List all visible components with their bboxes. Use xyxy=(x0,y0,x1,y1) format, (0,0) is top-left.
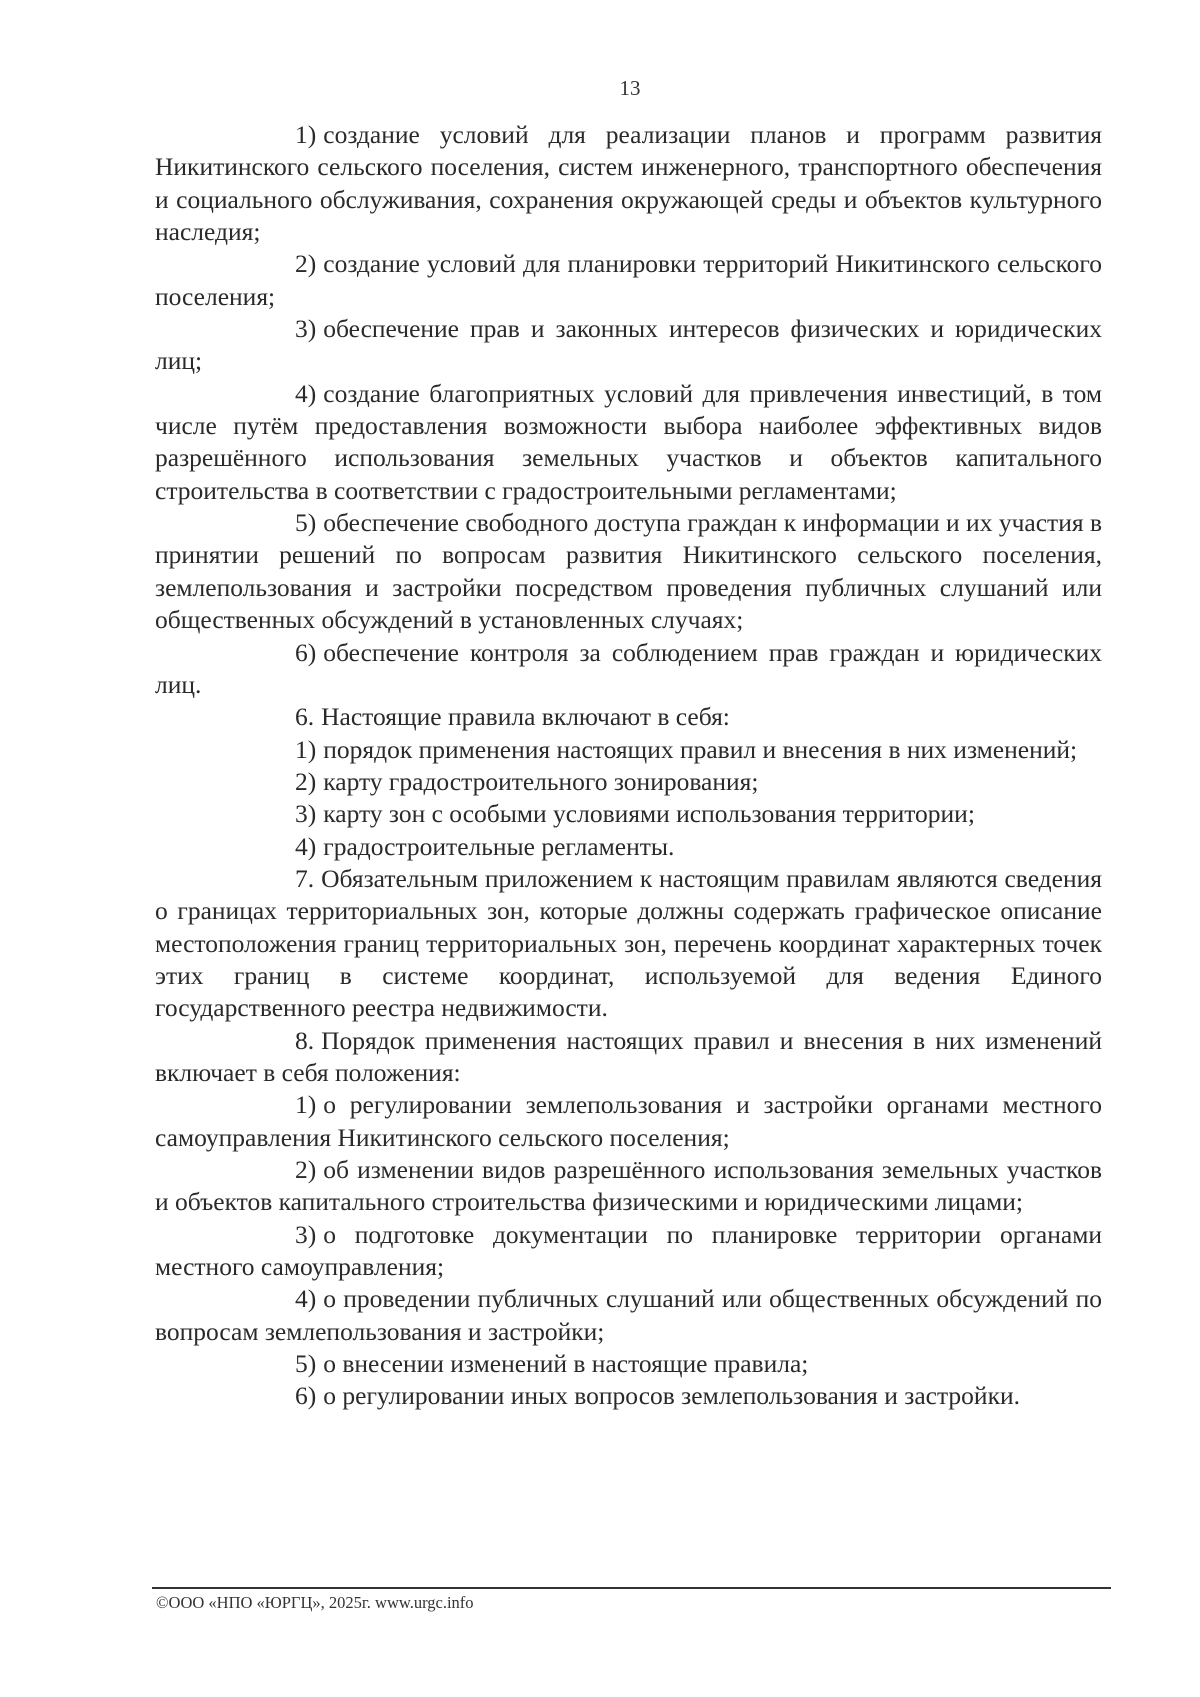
list-item xyxy=(155,1089,1102,1154)
list-item xyxy=(155,831,1102,863)
footer-divider xyxy=(152,1587,1111,1589)
item-text: о подготовке документации по планировке территории органами местного самоуправления; xyxy=(155,1219,1102,1282)
item-number: 4) xyxy=(295,1284,317,1314)
item-number: 2) xyxy=(295,1155,317,1184)
item-text: о внесении изменений в настоящие правила; xyxy=(323,1349,809,1379)
item-number: 4) xyxy=(295,378,317,408)
section-item xyxy=(155,701,1102,733)
item-number: 2) xyxy=(295,249,317,279)
item-text: карту градостроительного зонирования; xyxy=(323,766,759,796)
item-number: 1) xyxy=(295,1090,317,1120)
section-item xyxy=(155,1025,1102,1090)
item-text: создание благоприятных условий для привлечения инвестиций, в том числе путём предоставления возможности выбора наиболее эффективных видов разрешённого использования земельных участков и объектов капитального строительства в соответствии с градостроительными регламентами; xyxy=(155,378,1102,505)
list-item xyxy=(155,1219,1102,1284)
list-item xyxy=(155,766,1102,798)
item-text: порядок применения настоящих правил и внесения в них изменений; xyxy=(323,734,1078,764)
item-number: 1) xyxy=(295,734,317,764)
section-text: Обязательным приложением к настоящим правилам являются сведения о границах территориальных зон, которые должны содержать графическое описание местоположения границ территориальных зон, перечень координат характерных точек этих границ в системе координат, используемой для ведения Единого государственного реестра недвижимости. xyxy=(155,863,1102,1023)
item-number: 1) xyxy=(295,120,317,149)
section-number: 7. xyxy=(295,863,315,893)
item-text: обеспечение контроля за соблюдением прав граждан и юридических лиц. xyxy=(155,637,1102,699)
section-number: 8. xyxy=(295,1025,315,1055)
section-item xyxy=(155,863,1102,1025)
item-text: об изменении видов разрешённого использования земельных участков и объектов капитального строительства физическими и юридическими лицами; xyxy=(155,1155,1102,1217)
list-item xyxy=(155,1380,1102,1412)
footer-copyright: ©ООО «НПО «ЮРГЦ», 2025г. www.urgc.info xyxy=(156,1593,474,1612)
list-item xyxy=(155,119,1102,248)
item-number: 3) xyxy=(295,1219,317,1249)
section-text: Настоящие правила включают в себя: xyxy=(321,702,730,732)
item-number: 3) xyxy=(295,314,317,344)
list-item xyxy=(155,637,1102,702)
item-text: о регулировании иных вопросов землепользования и застройки. xyxy=(323,1381,1020,1411)
list-item xyxy=(155,248,1102,313)
list-item xyxy=(155,1283,1102,1348)
item-text: о проведении публичных слушаний или общественных обсуждений по вопросам землепользования и застройки; xyxy=(155,1284,1102,1346)
list-item xyxy=(155,313,1102,378)
list-item xyxy=(155,734,1102,766)
item-number: 6) xyxy=(295,1381,317,1411)
list-item xyxy=(155,1348,1102,1380)
item-text: градостроительные регламенты. xyxy=(323,831,675,861)
item-text: обеспечение прав и законных интересов физических и юридических лиц; xyxy=(155,314,1102,376)
section-number: 6. xyxy=(295,702,315,732)
item-number: 4) xyxy=(295,831,317,861)
item-text: обеспечение свободного доступа граждан к информации и их участия в принятии решений по вопросам развития Никитинского сельского поселения, землепользования и застройки посредством проведения публичных слушаний или общественных обсуждений в установленных случаях; xyxy=(155,508,1102,635)
item-text: создание условий для реализации планов и программ развития Никитинского сельского поселения, систем инженерного, транспортного обеспечения и социального обслуживания, сохранения окружающей среды и объектов культурного наследия; xyxy=(155,120,1102,247)
document-body xyxy=(155,119,1102,1413)
item-text: о регулировании землепользования и застройки органами местного самоуправления Никитинского сельского поселения; xyxy=(155,1090,1102,1152)
section-text: Порядок применения настоящих правил и внесения в них изменений включает в себя положения: xyxy=(155,1025,1102,1087)
list-item xyxy=(155,507,1102,636)
list-item xyxy=(155,798,1102,830)
item-number: 2) xyxy=(295,766,317,796)
item-number: 5) xyxy=(295,508,317,538)
item-number: 5) xyxy=(295,1349,317,1379)
list-item xyxy=(155,1154,1102,1219)
item-number: 6) xyxy=(295,637,317,667)
item-text: создание условий для планировки территорий Никитинского сельского поселения; xyxy=(155,249,1102,311)
list-item xyxy=(155,378,1102,507)
page-number: 13 xyxy=(619,76,641,100)
item-number: 3) xyxy=(295,799,317,829)
item-text: карту зон с особыми условиями использования территории; xyxy=(323,799,975,829)
